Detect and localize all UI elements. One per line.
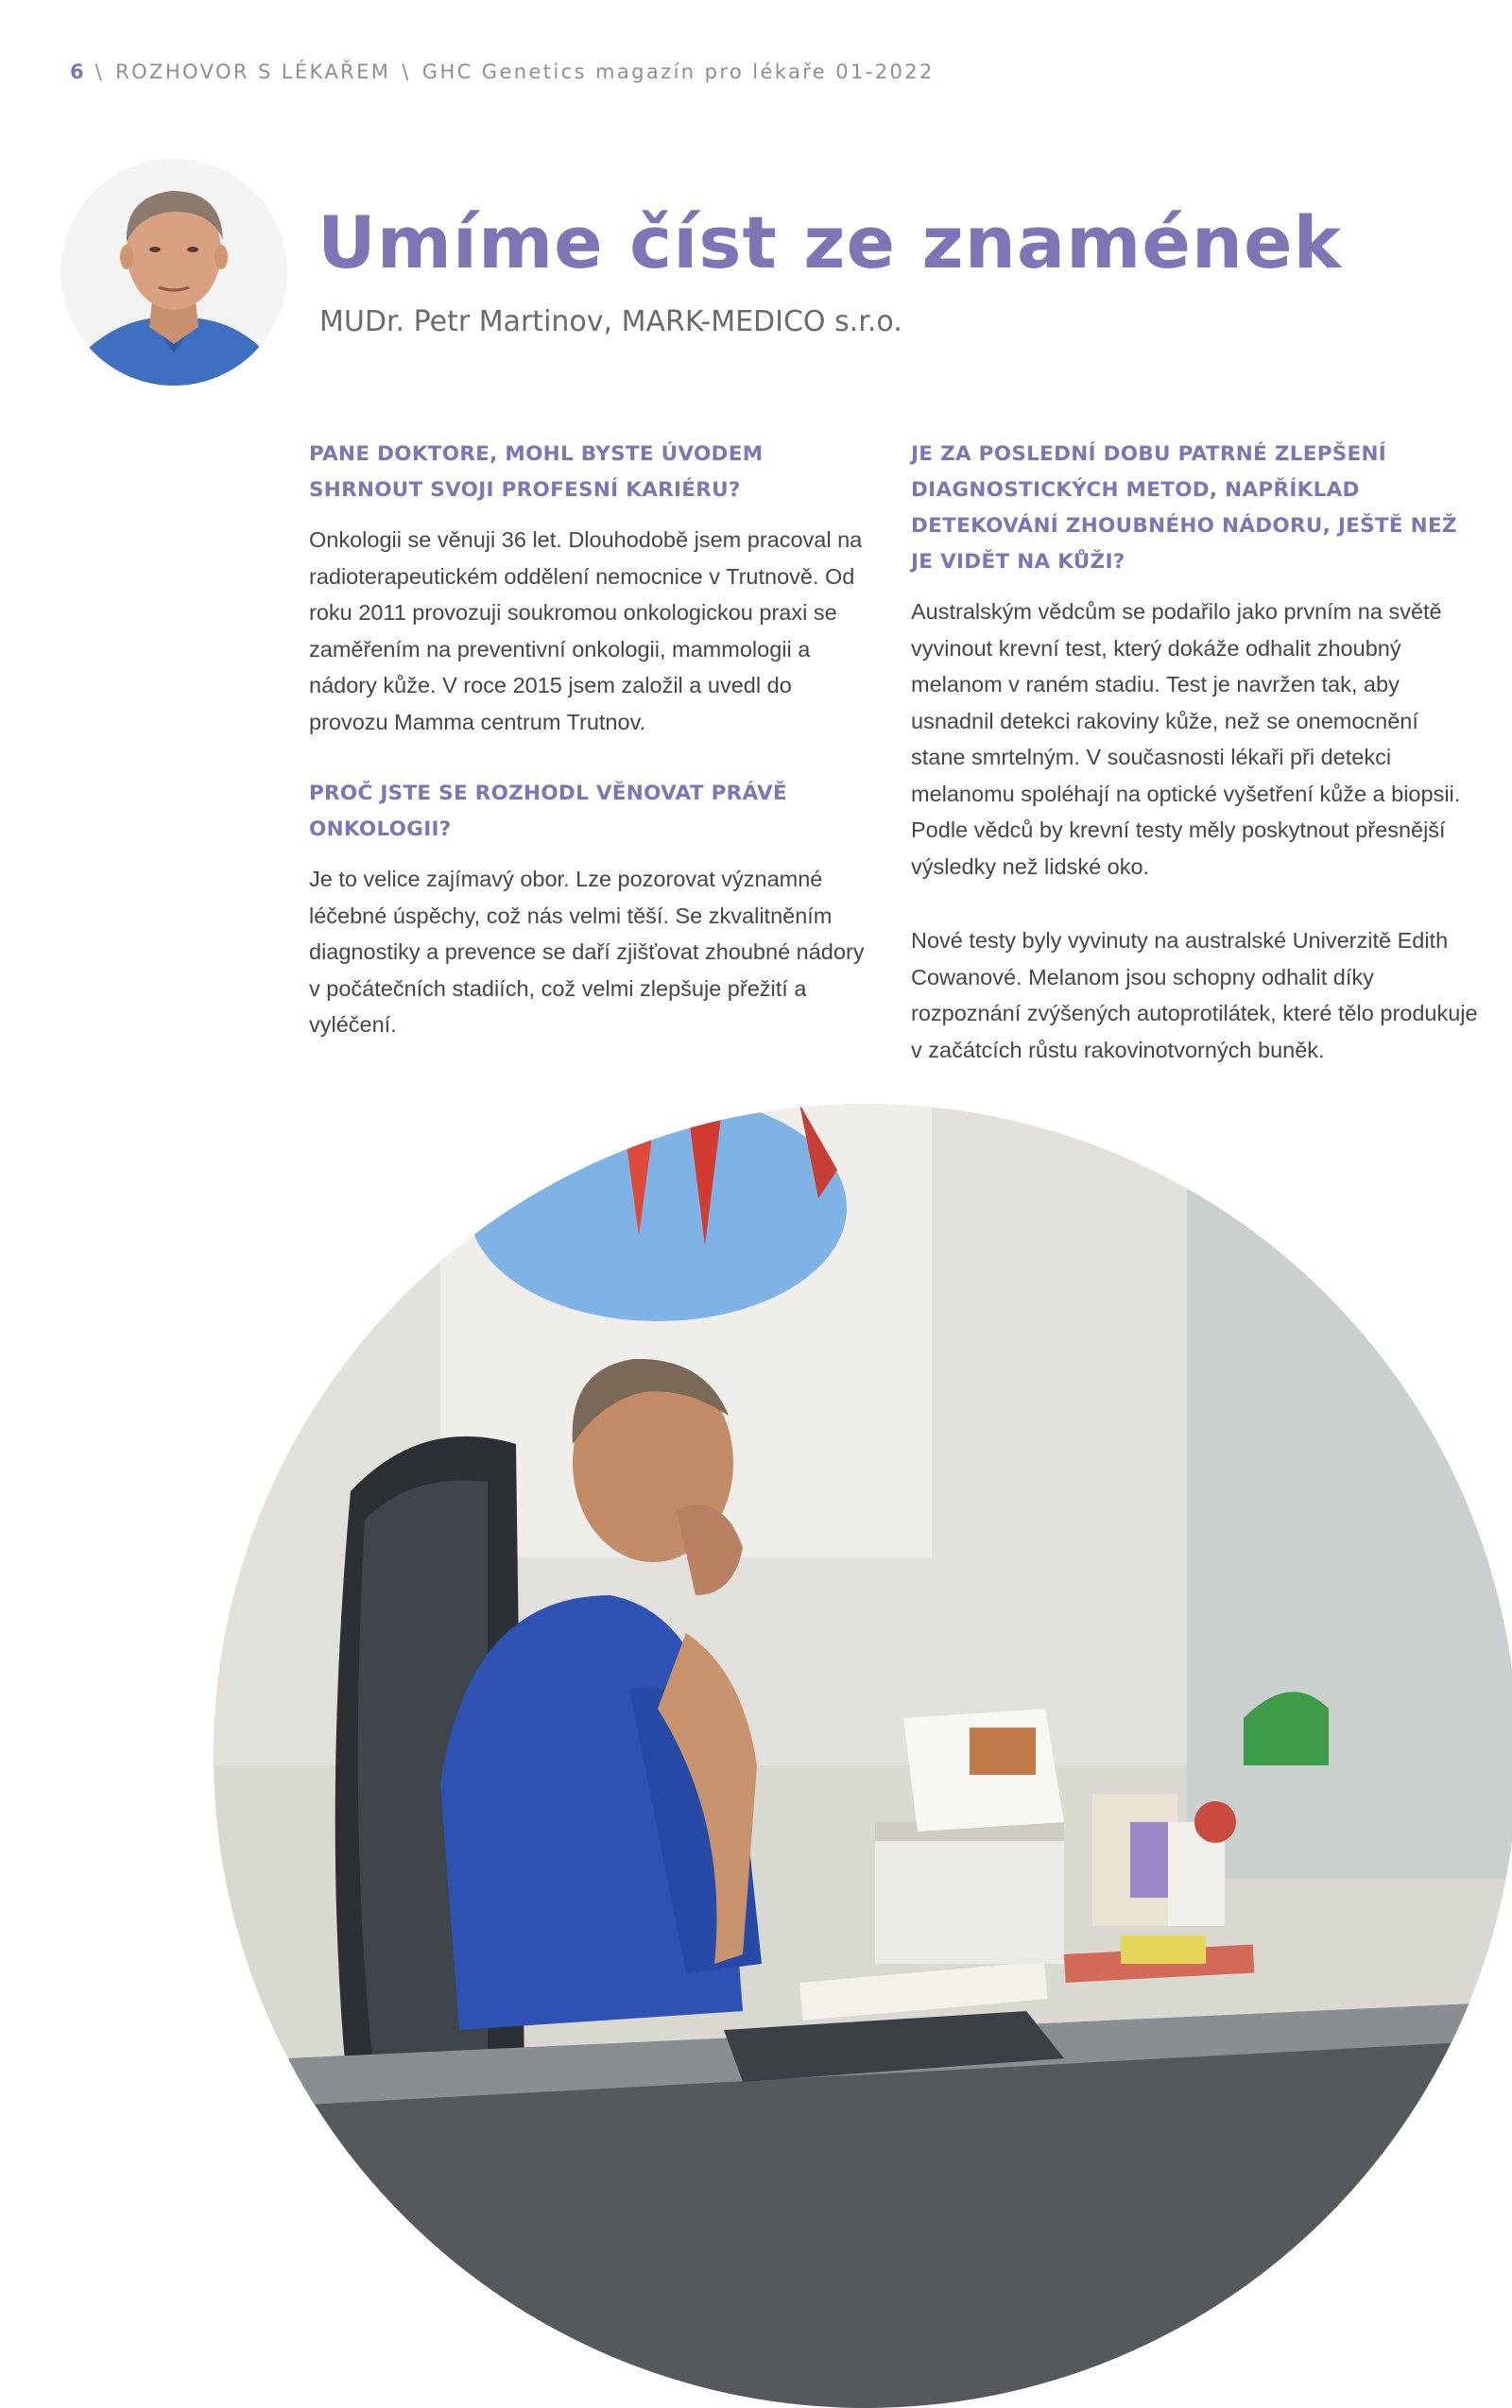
interview-question: PANE DOKTORE, MOHL BYSTE ÚVODEM SHRNOUT SVOJI PROFESNÍ KARIÉRU? — [309, 442, 764, 502]
article-title: Umíme číst ze znamének — [318, 200, 1343, 284]
article-subtitle: MUDr. Petr Martinov, MARK-MEDICO s.r.o. — [319, 305, 902, 338]
header-separator: \ — [94, 60, 105, 83]
interview-question: JE ZA POSLEDNÍ DOBU PATRNÉ ZLEPŠENÍ DIAGNOSTICKÝCH METOD, NAPŘÍKLAD DETEKOVÁNÍ ZHOUBNÉHO NÁDORU, JEŠTĚ NEŽ JE VIDĚT NA KŮŽI? — [911, 442, 1457, 574]
page-number: 6 — [70, 60, 84, 83]
interview-answer: Onkologii se věnuji 36 let. Dlouhodobě jsem pracoval na radioterapeutickém oddělení nemocnice v Trutnově. Od roku 2011 provozuji soukromou onkologickou praxi se zaměřením na preventivní onkologii, mammologii a nádory kůže. V roce 2015 jsem založil a uvedl do provozu Mamma centrum Trutnov. — [309, 527, 863, 734]
right-column — [911, 437, 1478, 1106]
office-photo — [214, 1104, 1512, 2408]
page-header — [70, 60, 935, 83]
section-name: ROZHOVOR S LÉKAŘEM — [115, 60, 391, 83]
interview-question: PROČ JSTE SE ROZHODL VĚNOVAT PRÁVĚ ONKOLOGII? — [309, 782, 787, 841]
interview-answer: Australským vědcům se podařilo jako prvním na světě vyvinout krevní test, který dokáže odhalit zhoubný melanom v raném stadiu. Test je navržen tak, aby usnadnil detekci rakoviny kůže, než se onemocnění stane smrtelným. V současnosti lékaři při detekci melanomu spoléhají na optické vyšetření kůže a biopsii. Podle vědců by krevní testy měly poskytnout přesnější výsledky než lidské oko. — [911, 599, 1461, 879]
publication-name: GHC Genetics magazín pro lékaře 01-2022 — [421, 60, 935, 83]
author-portrait — [60, 159, 287, 386]
interview-answer: Nové testy byly vyvinuty na australské Univerzitě Edith Cowanové. Melanom jsou schopny odhalit díky rozpoznání zvýšených autoprotilátek, které tělo produkuje v začátcích růstu rakovinotvorných buněk. — [911, 928, 1478, 1062]
left-column — [309, 437, 868, 1079]
header-separator: \ — [402, 60, 411, 83]
interview-answer: Je to velice zajímavý obor. Lze pozorovat významné léčebné úspěchy, což nás velmi těší. Se zkvalitněním diagnostiky a prevence se daří zjišťovat zhoubné nádory v počátečních stadiích, což velmi zlepšuje přežití a vyléčení. — [309, 867, 865, 1037]
